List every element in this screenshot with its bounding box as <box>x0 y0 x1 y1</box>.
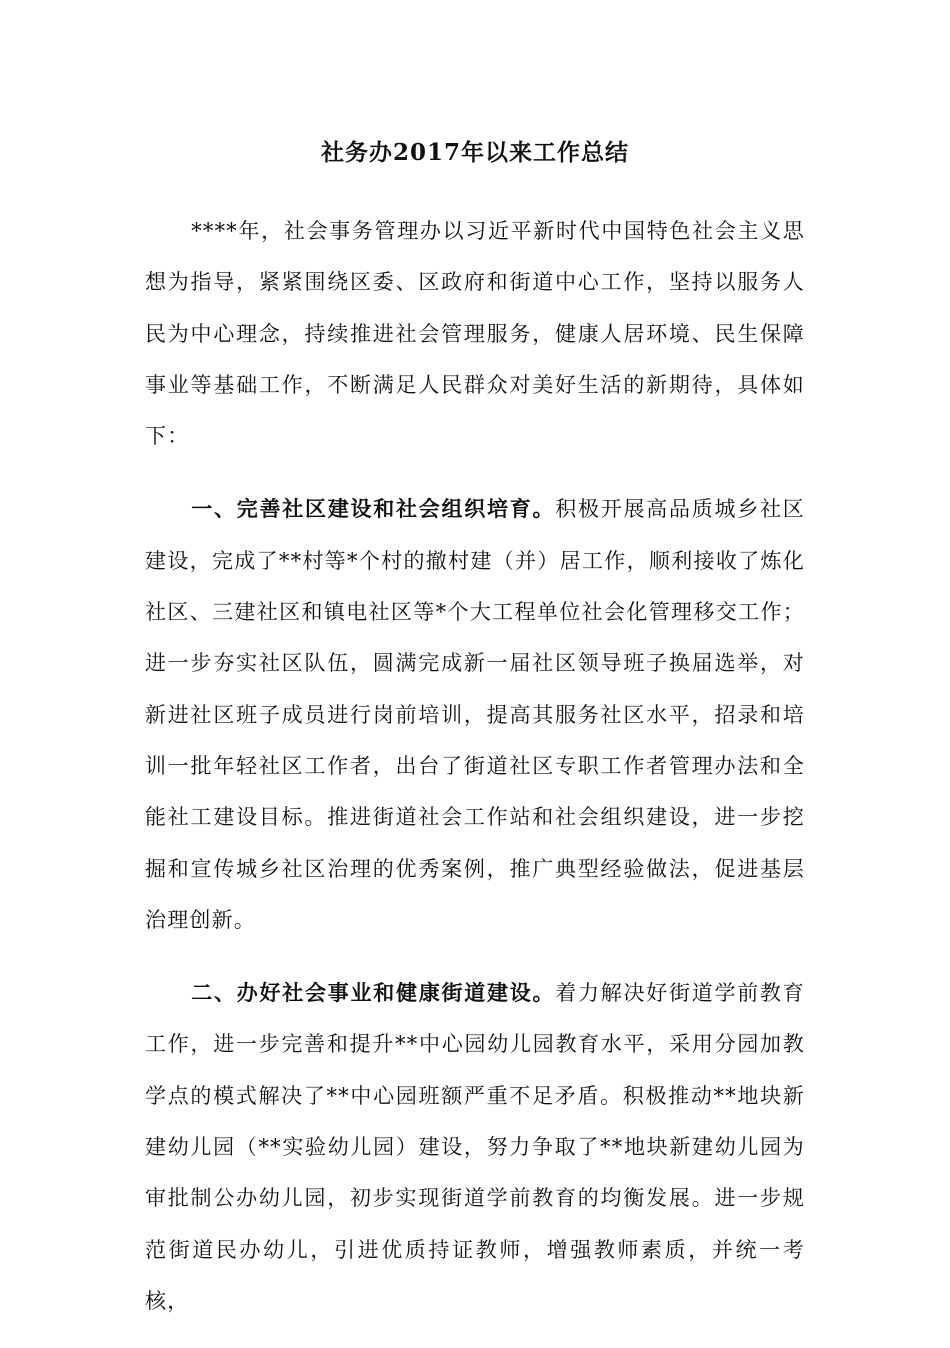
section-heading-1: 一、完善社区建设和社会组织培育。 <box>191 496 556 522</box>
section-body-2: 着力解决好街道学前教育工作，进一步完善和提升**中心园幼儿园教育水平，采用分园加教学点的模式解决了**中心园班额严重不足矛盾。积极推动**地块新建幼儿园（**实验幼儿园）建设，努力争取了**地块新建幼儿园为审批制公办幼儿园，初步实现街道学前教育的均衡发展。进一步规范街道民办幼儿，引进优质持证教师，增强教师素质，并统一考核， <box>145 981 806 1313</box>
document-title: 社务办2017年以来工作总结 <box>320 139 629 166</box>
section-body-1: 积极开展高品质城乡社区建设，完成了**村等*个村的撤村建（并）居工作，顺利接收了炼化社区、三建社区和镇电社区等*个大工程单位社会化管理移交工作；进一步夯实社区队伍，圆满完成新一届社区领导班子换届选举，对新进社区班子成员进行岗前培训，提高其服务社区水平，招录和培训一批年轻社区工作者，出台了街道社区专职工作者管理办法和全能社工建设目标。推进街道社会工作站和社会组织建设，进一步挖掘和宣传城乡社区治理的优秀案例，推广典型经验做法，促进基层治理创新。 <box>145 497 806 932</box>
section-paragraph-2 <box>145 967 805 1327</box>
section-paragraph-1 <box>145 483 805 946</box>
document-page <box>145 130 805 1348</box>
section-heading-2: 二、办好社会事业和健康街道建设。 <box>191 980 556 1006</box>
intro-paragraph: ****年，社会事务管理办以习近平新时代中国特色社会主义思想为指导，紧紧围绕区委、区政府和街道中心工作，坚持以服务人民为中心理念，持续推进社会管理服务，健康人居环境、民生保障事业等基础工作，不断满足人民群众对美好生活的新期待，具体如下： <box>145 219 805 449</box>
